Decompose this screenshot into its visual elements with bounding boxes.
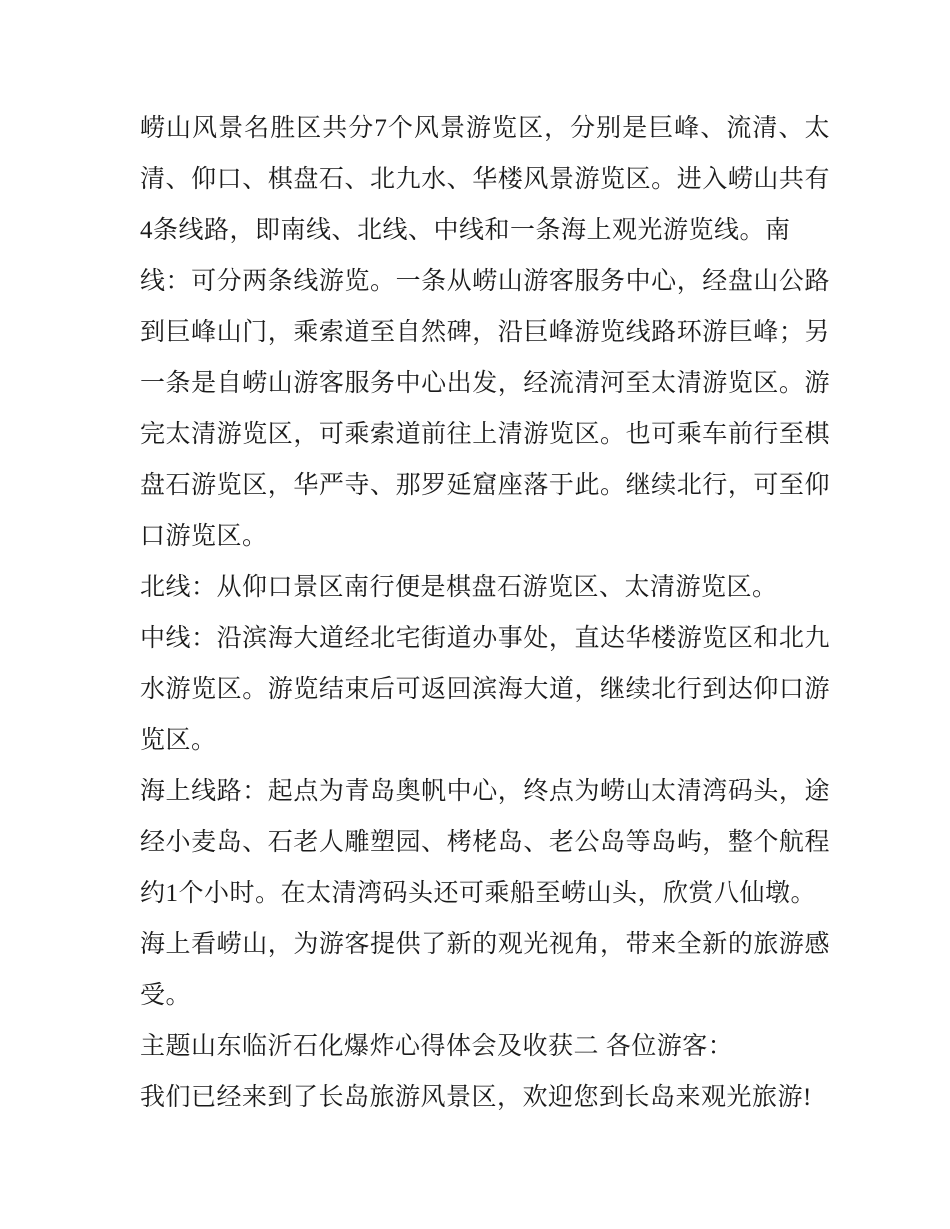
text-line: 海上看崂山，为游客提供了新的观光视角，带来全新的旅游感 (140, 931, 830, 958)
text-line: 中线：沿滨海大道经北宅街道办事处，直达华楼游览区和北九 (140, 625, 830, 652)
text-line: 线：可分两条线游览。一条从崂山游客服务中心，经盘山公路 (140, 268, 830, 295)
text-line: 水游览区。游览结束后可返回滨海大道，继续北行到达仰口游 (140, 676, 830, 703)
text-line: 完太清游览区，可乘索道前往上清游览区。也可乘车前行至棋 (140, 421, 830, 448)
text-line: 约1个小时。在太清湾码头还可乘船至崂山头，欣赏八仙墩。 (140, 880, 817, 907)
text-line: 口游览区。 (140, 523, 268, 550)
text-line: 受。 (140, 982, 192, 1009)
text-line: 盘石游览区，华严寺、那罗延窟座落于此。继续北行，可至仰 (140, 472, 830, 499)
text-line: 海上线路：起点为青岛奥帆中心，终点为崂山太清湾码头，途 (140, 778, 830, 805)
text-line: 览区。 (140, 727, 217, 754)
text-line: 4条线路，即南线、北线、中线和一条海上观光游览线。南 (140, 217, 791, 244)
text-line: 经小麦岛、石老人雕塑园、栲栳岛、老公岛等岛屿，整个航程 (140, 829, 830, 856)
text-line: 崂山风景名胜区共分7个风景游览区，分别是巨峰、流清、太 (140, 115, 830, 142)
text-line: 我们已经来到了长岛旅游风景区，欢迎您到长岛来观光旅游! (140, 1084, 812, 1111)
text-line: 一条是自崂山游客服务中心出发，经流清河至太清游览区。游 (140, 370, 830, 397)
text-line: 北线：从仰口景区南行便是棋盘石游览区、太清游览区。 (140, 574, 778, 601)
text-line: 主题山东临沂石化爆炸心得体会及收获二 各位游客： (140, 1033, 734, 1060)
text-line: 到巨峰山门，乘索道至自然碑，沿巨峰游览线路环游巨峰；另 (140, 319, 830, 346)
text-line: 清、仰口、棋盘石、北九水、华楼风景游览区。进入崂山共有 (140, 166, 830, 193)
